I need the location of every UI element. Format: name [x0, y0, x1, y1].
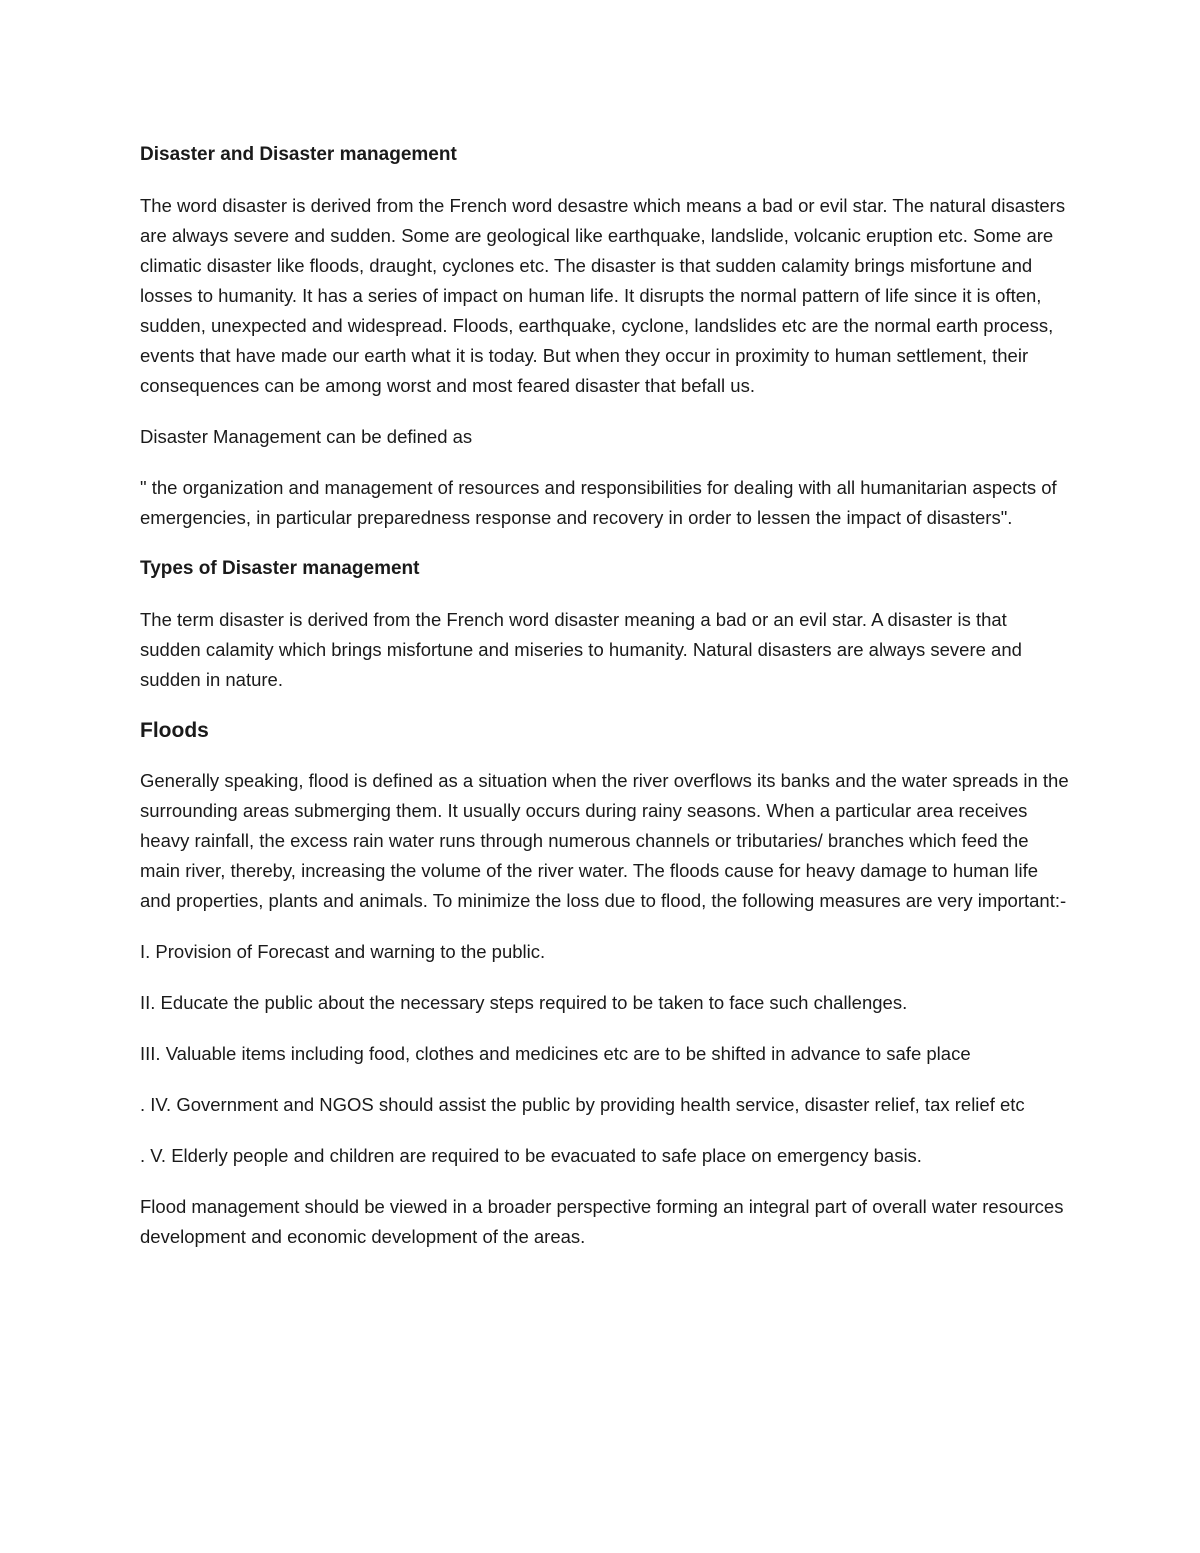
measure-item-2: II. Educate the public about the necessary steps required to be taken to face such challenges. — [140, 992, 908, 1013]
document-title: Disaster and Disaster management — [140, 144, 457, 165]
measure-item-3: III. Valuable items including food, clothes and medicines etc are to be shifted in advance to safe place — [140, 1043, 971, 1064]
floods-paragraph: Generally speaking, flood is defined as a situation when the river overflows its banks and the water spreads in the surrounding areas submerging them. It usually occurs during rainy seasons. When a particular area receives heavy rainfall, the excess rain water runs through numerous channels or tributaries/ branches which feed the main river, thereby, increasing the volume of the river water. The floods cause for heavy damage to human life and properties, plants and animals. To minimize the loss due to flood, the following measures are very important:- — [140, 770, 1069, 911]
floods-heading: Floods — [140, 719, 209, 742]
measure-item-4: . IV. Government and NGOS should assist the public by providing health service, disaster relief, tax relief etc — [140, 1094, 1025, 1115]
measure-item-1: I. Provision of Forecast and warning to the public. — [140, 941, 546, 962]
closing-paragraph: Flood management should be viewed in a broader perspective forming an integral part of overall water resources development and economic development of the areas. — [140, 1196, 1064, 1247]
definition-lead: Disaster Management can be defined as — [140, 426, 473, 447]
types-heading: Types of Disaster management — [140, 558, 420, 579]
types-paragraph: The term disaster is derived from the French word disaster meaning a bad or an evil star. A disaster is that sudden calamity which brings misfortune and miseries to humanity. Natural disasters are always severe and sudden in nature. — [140, 609, 1022, 690]
document-page — [140, 140, 1070, 1273]
definition-quote: " the organization and management of resources and responsibilities for dealing with all humanitarian aspects of emergencies, in particular preparedness response and recovery in order to lessen the impact of disasters". — [140, 477, 1057, 528]
measure-item-5: . V. Elderly people and children are required to be evacuated to safe place on emergency basis. — [140, 1145, 922, 1166]
intro-paragraph: The word disaster is derived from the French word desastre which means a bad or evil star. The natural disasters are always severe and sudden. Some are geological like earthquake, landslide, volcanic eruption etc. Some are climatic disaster like floods, draught, cyclones etc. The disaster is that sudden calamity brings misfortune and losses to humanity. It has a series of impact on human life. It disrupts the normal pattern of life since it is often, sudden, unexpected and widespread. Floods, earthquake, cyclone, landslides etc are the normal earth process, events that have made our earth what it is today. But when they occur in proximity to human settlement, their consequences can be among worst and most feared disaster that befall us. — [140, 195, 1066, 396]
